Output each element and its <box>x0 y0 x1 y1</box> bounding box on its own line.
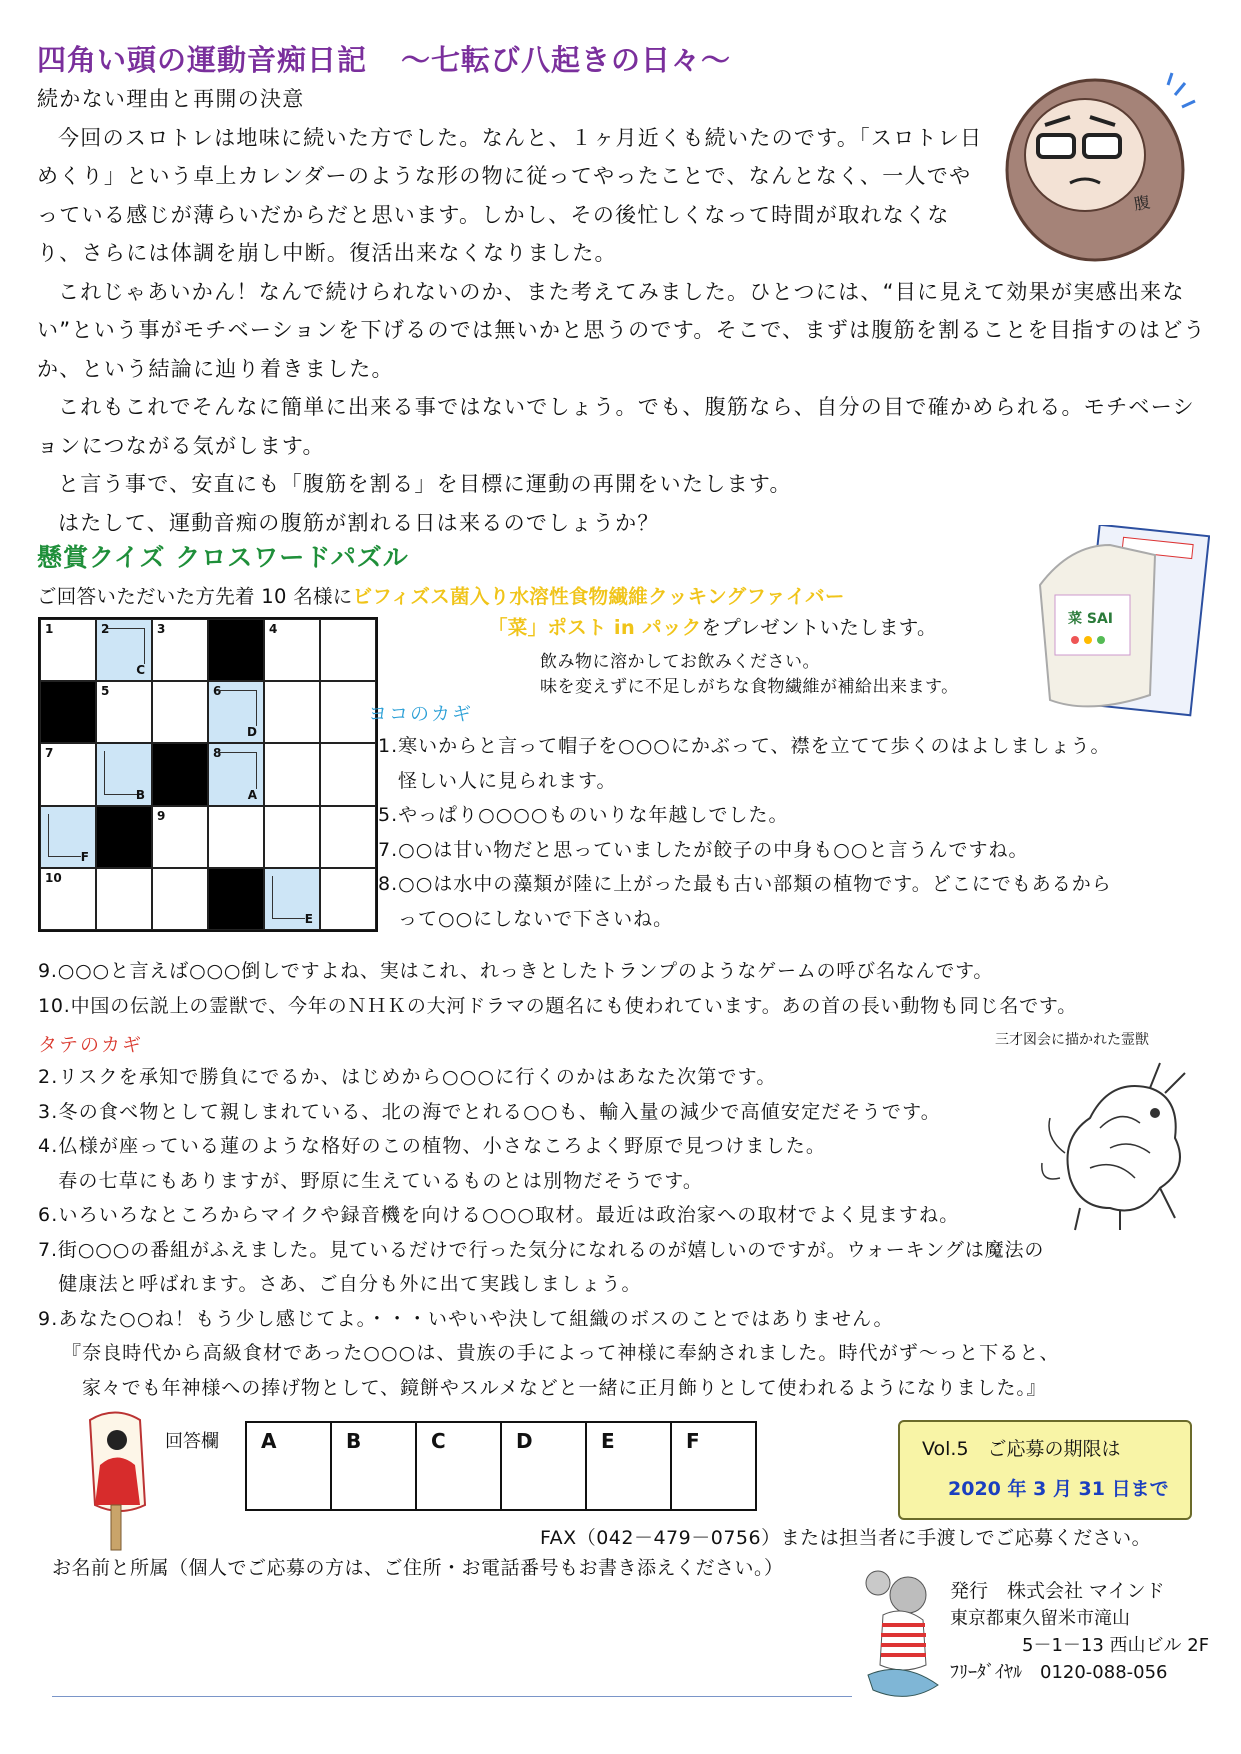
bottom-divider <box>52 1696 852 1697</box>
deadline-date: 2020 年 3 月 31 日まで <box>948 1478 1169 1500</box>
clue-item: 2.リスクを承知で勝負にでるか、はじめから○○○に行くのかはあなた次第です。 <box>38 1066 777 1088</box>
grid-cell-number: 9 <box>157 808 166 823</box>
quiz-intro <box>37 581 845 609</box>
clue-item: 7.○○は甘い物だと思っていましたが餃子の中身も○○と言うんですね。 <box>378 838 1029 861</box>
clue-item: 9.○○○と言えば○○○倒しですよね、実はこれ、れっきとしたトランプのようなゲームの呼び名なんです。 <box>38 960 994 982</box>
grid-cell[interactable] <box>96 868 152 930</box>
answer-table <box>245 1421 757 1511</box>
clue-item: 3.冬の食べ物として親しまれている、北の海でとれる○○も、輸入量の減少で高値安定だそうです。 <box>38 1100 941 1123</box>
grid-cell-letter: D <box>247 725 257 740</box>
grid-cell-number: 10 <box>45 870 62 885</box>
publisher-address: 5－1－13 西山ビル 2F <box>1022 1635 1210 1656</box>
grid-cell[interactable] <box>152 681 208 743</box>
grid-cell[interactable] <box>264 681 320 743</box>
clue-item: 1.寒いからと言って帽子を○○○にかぶって、襟を立てて歩くのはよしましょう。 <box>378 735 1111 757</box>
product-image <box>1030 525 1210 720</box>
answer-marker <box>105 628 145 664</box>
answer-cell-e[interactable]: E <box>586 1422 671 1510</box>
svg-text:腹: 腹 <box>1132 192 1152 214</box>
grid-cell[interactable] <box>152 868 208 930</box>
grid-cell[interactable] <box>320 743 376 805</box>
clue-item: 春の七草にもありますが、野原に生えているものとは別物だそうです。 <box>38 1169 704 1192</box>
answer-marker <box>104 751 137 794</box>
grid-cell[interactable] <box>264 806 320 868</box>
title-subtitle: 〜七転び八起きの日々〜 <box>401 43 732 77</box>
grid-cell[interactable] <box>152 619 208 681</box>
answer-cell-d[interactable]: D <box>501 1422 586 1510</box>
quiz-intro-2 <box>488 612 937 640</box>
fax-line: FAX（042－479－0756）または担当者に手渡しでご応募ください。 <box>540 1527 1152 1549</box>
kirin-illustration <box>1040 1058 1205 1233</box>
grid-cell[interactable] <box>264 619 320 681</box>
tate-clues <box>38 1060 1060 1405</box>
answer-cell-a[interactable]: A <box>246 1422 331 1510</box>
prize-note: 味を変えずに不足しがちな食物繊維が補給出来ます。 <box>540 677 959 697</box>
clue-item: 4.仏様が座っている蓮のような格好のこの植物、小さなころよく野原で見つけました。 <box>38 1135 827 1157</box>
grid-cell[interactable] <box>152 806 208 868</box>
title-main: 四角い頭の運動音痴日記 <box>37 43 368 77</box>
grid-cell[interactable] <box>264 743 320 805</box>
answer-label: 回答欄 <box>165 1431 219 1452</box>
quiz-title: 懸賞クイズ クロスワードパズル <box>37 543 409 572</box>
grid-cell[interactable] <box>208 681 264 743</box>
article-paragraph: これもこれでそんなに簡単に出来る事ではないでしょう。でも、腹筋なら、自分の目で確かめられる。モチベーションにつながる気がします。 <box>37 395 1195 458</box>
article-paragraph: これじゃあいかん！なんで続けられないのか、また考えてみました。ひとつには、“目に見えて効果が実感出来ない”という事がモチベーションを下げるのでは無いかと思うのです。そこで、まずは腹筋を割ることを目指すのはどうか、という結論に辿り着きました。 <box>37 279 1206 381</box>
answer-marker <box>217 690 257 726</box>
article <box>37 80 1207 542</box>
answer-marker <box>272 876 305 919</box>
yoko-heading: ヨコのカギ <box>368 703 474 725</box>
answer-cell-f[interactable]: F <box>671 1422 756 1510</box>
publisher-address: 東京都東久留米市滝山 <box>950 1608 1130 1629</box>
grid-cell-black <box>40 681 96 743</box>
page-title <box>37 38 731 79</box>
article-paragraph: 今回のスロトレは地味に続いた方でした。なんと、１ヶ月近くも続いたのです。「スロトレ日めくり」という卓上カレンダーのような形の物に従ってやったことで、なんとなく、一人でやっている感じが薄らいだからだと思います。しかし、その後忙しくなって時間が取れなくなり、さらには体調を崩し中断。復活出来なくなりました。 <box>37 125 983 265</box>
intro-pre: ご回答いただいた方先着 10 名様に <box>37 585 353 608</box>
kirin-caption: 三才図会に描かれた霊獣 <box>995 1032 1149 1048</box>
yoko-clues-bottom <box>38 954 1077 1023</box>
clue-item: 10.中国の伝説上の霊獣で、今年のＮＨＫの大河ドラマの題名にも使われています。あの首の長い動物も同じ名です。 <box>38 994 1077 1017</box>
clue-item: って○○にしないで下さいね。 <box>378 907 674 930</box>
intro-post: をプレゼントいたします。 <box>701 616 937 639</box>
prize-name: ビフィズス菌入り水溶性食物繊維クッキングファイバー <box>352 585 845 608</box>
grid-cell[interactable] <box>40 868 96 930</box>
grid-cell-number: 7 <box>45 746 54 761</box>
publisher-phone: ﾌﾘｰﾀﾞｲﾔﾙ 0120-088-056 <box>950 1662 1168 1683</box>
clue-item: 5.やっぱり○○○○ものいりな年越しでした。 <box>378 804 789 826</box>
grid-cell-letter: B <box>135 787 145 802</box>
name-line: お名前と所属（個人でご応募の方は、ご住所・お電話番号もお書き添えください。） <box>52 1557 784 1579</box>
mouse-illustration <box>848 1565 948 1710</box>
grid-cell[interactable] <box>208 743 264 805</box>
grid-cell[interactable] <box>40 619 96 681</box>
grid-cell-black <box>208 619 264 681</box>
grid-cell-number: 3 <box>157 622 166 636</box>
grid-cell[interactable] <box>40 743 96 805</box>
grid-cell-letter: A <box>247 787 257 802</box>
tate-heading: タテのカギ <box>38 1034 144 1056</box>
grid-cell-letter: E <box>304 912 313 926</box>
clue-item: 7.街○○○の番組がふえました。見ているだけで行った気分になれるのが嬉しいのですが。ウォーキングは魔法の <box>38 1238 1045 1261</box>
clue-item: 健康法と呼ばれます。さあ、ご自分も外に出て実践しましょう。 <box>38 1273 642 1295</box>
prize-notes <box>540 650 959 700</box>
clue-quote: 『奈良時代から高級食材であった○○○は、貴族の手によって神様に奉納されました。時代がず〜っと下ると、 <box>62 1342 1060 1364</box>
grid-cell[interactable] <box>96 743 152 805</box>
grid-cell[interactable] <box>264 868 320 930</box>
grid-cell-black <box>208 868 264 930</box>
clue-item: 9.あなた○○ね！もう少し感じてよ。・・・いやいや決して組織のボスのことではありません。 <box>38 1307 894 1330</box>
answer-marker <box>217 752 257 788</box>
clue-item: 6.いろいろなところからマイクや録音機を向ける○○○取材。最近は政治家への取材でよく見ますね。 <box>38 1204 960 1226</box>
grid-cell-number: 2 <box>101 622 110 636</box>
grid-cell-letter: C <box>136 663 145 678</box>
grid-cell-black <box>96 806 152 868</box>
prize-note: 飲み物に溶かしてお飲みください。 <box>540 652 820 672</box>
grid-cell[interactable] <box>96 681 152 743</box>
grid-cell-number: 4 <box>269 622 278 636</box>
yoko-clues-top <box>378 729 1112 936</box>
prize-product: 「菜」ポスト in パック <box>488 616 702 639</box>
grid-cell-number: 8 <box>213 746 222 761</box>
article-paragraph: はたして、運動音痴の腹筋が割れる日は来るのでしょうか？ <box>58 510 660 535</box>
hagoita-illustration <box>70 1405 165 1555</box>
grid-cell[interactable] <box>208 806 264 868</box>
grid-cell[interactable] <box>40 806 96 868</box>
grid-cell-number: 6 <box>213 684 222 699</box>
clue-item: 怪しい人に見られます。 <box>378 769 617 792</box>
clue-quote: 家々でも年神様への捧げ物として、鏡餅やスルメなどと一緒に正月飾りとして使われるようになりました。』 <box>82 1376 1047 1399</box>
answer-cell-c[interactable]: C <box>416 1422 501 1510</box>
publisher-name: 発行 株式会社 マインド <box>950 1580 1165 1602</box>
grid-cell-number: 5 <box>101 684 110 699</box>
answer-cell-b[interactable]: B <box>331 1422 416 1510</box>
publisher-block <box>950 1578 1209 1686</box>
product-label: 菜 SAI <box>1068 611 1114 627</box>
grid-cell-black <box>152 743 208 805</box>
grid-cell[interactable] <box>320 868 376 930</box>
deadline-box <box>898 1420 1192 1520</box>
grid-cell[interactable] <box>320 806 376 868</box>
grid-cell-letter: F <box>80 849 89 864</box>
grid-cell[interactable] <box>96 619 152 681</box>
article-paragraph: と言う事で、安直にも「腹筋を割る」を目標に運動の再開をいたします。 <box>58 472 792 496</box>
grid-cell-number: 1 <box>45 622 54 636</box>
grid-cell[interactable] <box>320 619 376 681</box>
answer-marker <box>48 814 81 857</box>
deadline-label: Vol.5 ご応募の期限は <box>922 1438 1121 1460</box>
crossword-grid <box>38 617 378 932</box>
article-heading: 続かない理由と再開の決意 <box>37 87 305 111</box>
clue-item: 8.○○は水中の藻類が陸に上がった最も古い部類の植物です。どこにでもあるから <box>378 873 1112 895</box>
